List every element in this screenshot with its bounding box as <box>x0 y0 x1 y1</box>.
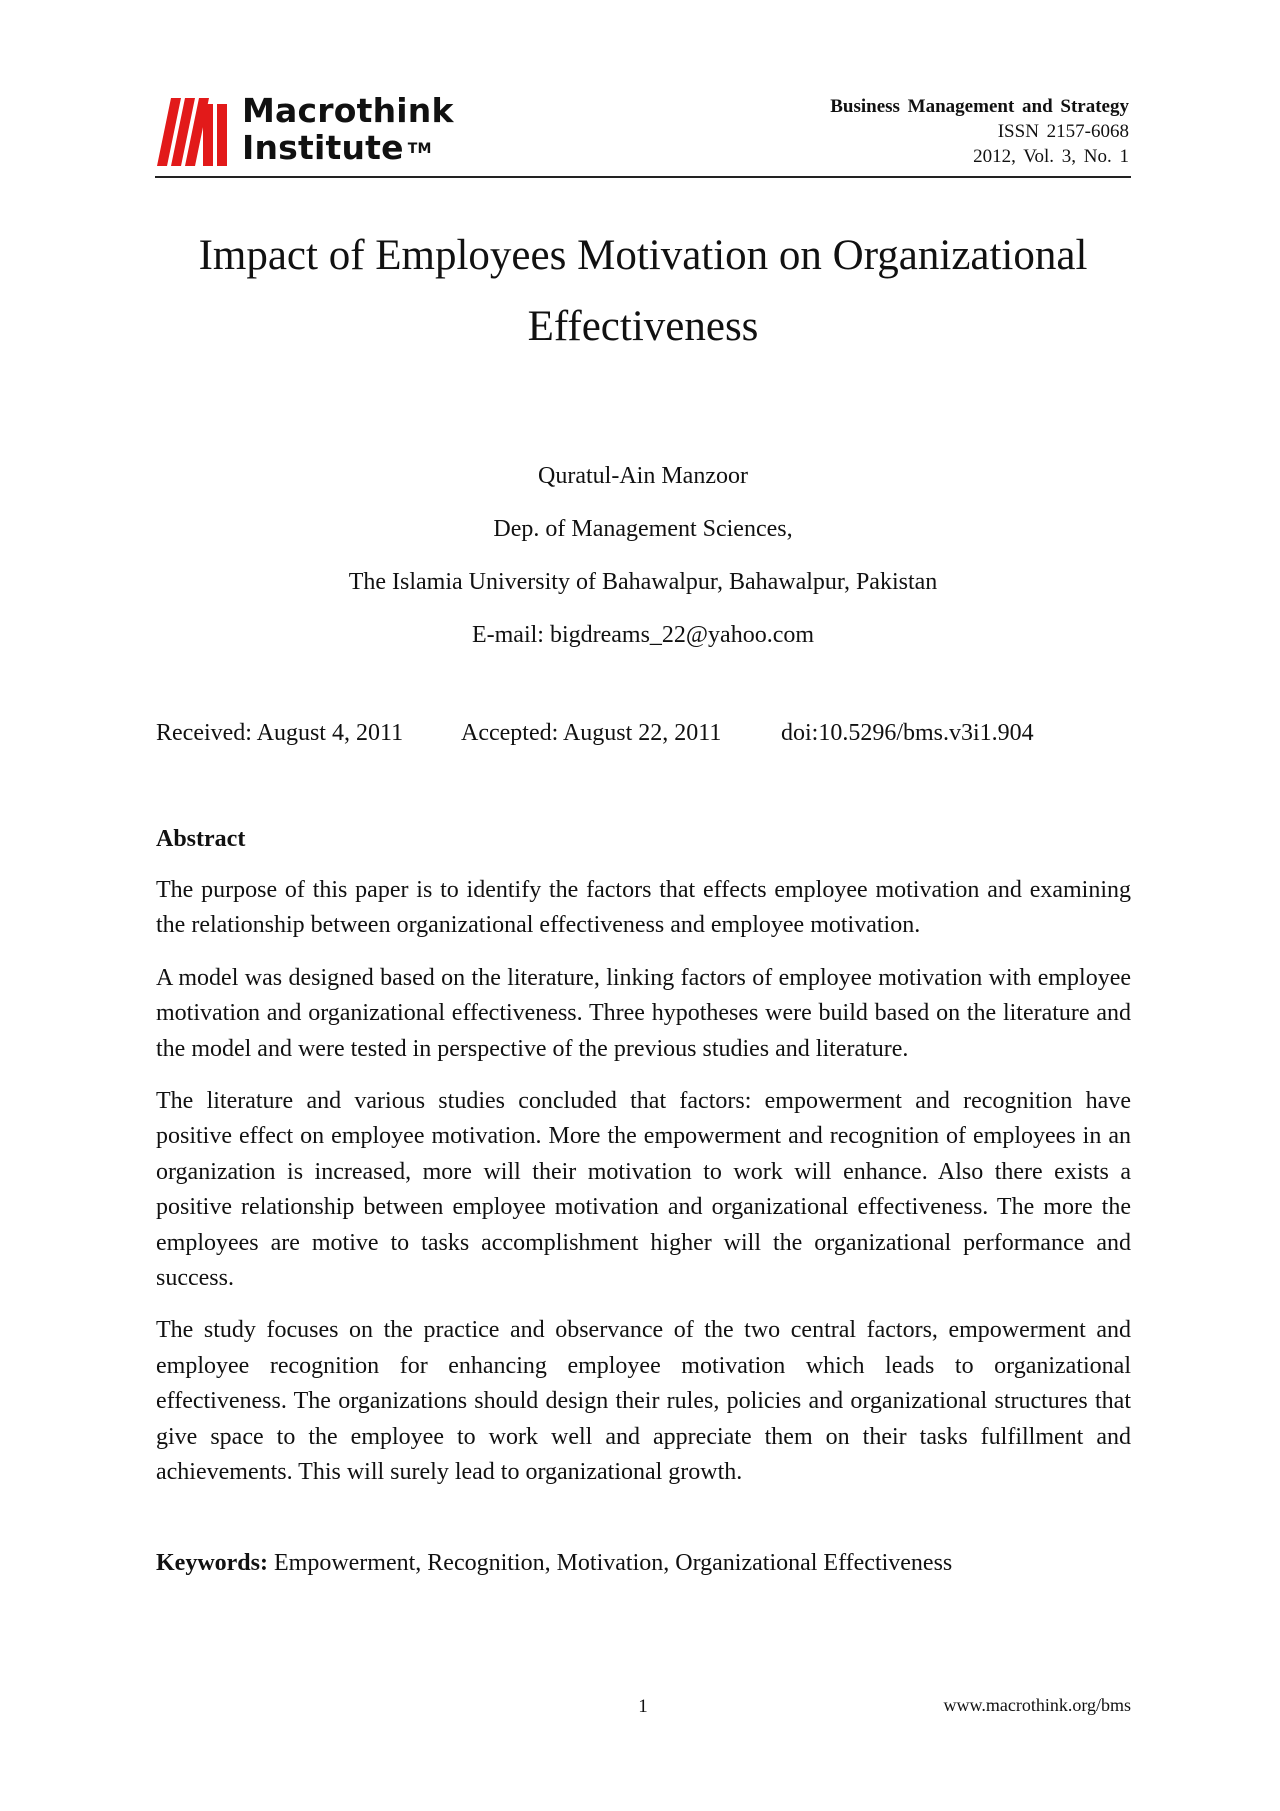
author-email: E-mail: bigdreams_22@yahoo.com <box>471 622 815 648</box>
journal-info <box>830 94 1129 169</box>
abstract-paragraph: The study focuses on the practice and observance of the two central factors, empowerment and employee recognition for enhancing employee motivation which leads to organizational effectiveness. The organizations should design their rules, policies and organizational structures that give space to the employee to work well and appreciate them on their tasks fulfillment and achievements. This will surely lead to organizational growth. <box>156 1317 1131 1486</box>
received-date: Received: August 4, 2011 <box>156 720 404 746</box>
logo-line-2 <box>242 129 454 166</box>
journal-name: Business Management and Strategy <box>830 96 1129 117</box>
paper-title-line-2: Effectiveness <box>527 303 759 350</box>
keywords <box>156 1546 1131 1580</box>
logo-trademark: TM <box>407 141 432 157</box>
macrothink-logo <box>157 92 487 168</box>
logo-wordmark <box>242 92 454 166</box>
accepted-date: Accepted: August 22, 2011 <box>461 720 722 746</box>
abstract-paragraph: A model was designed based on the literature, linking factors of employee motivation with employee motivation and organizational effectiveness. Three hypotheses were build based on the literature and the model and were tested in perspective of the previous studies and literature. <box>156 964 1131 1062</box>
page-number: 1 <box>638 1696 648 1717</box>
footer-url[interactable]: www.macrothink.org/bms <box>943 1695 1131 1715</box>
journal-issn: ISSN 2157-6068 <box>997 121 1129 142</box>
page-header <box>155 88 1131 178</box>
publication-dates <box>156 716 1034 750</box>
macrothink-logo-mark-icon <box>157 98 237 166</box>
abstract-paragraph: The purpose of this paper is to identify the factors that effects employee motivation and examining the relationship between organizational effectiveness and employee motivation. <box>156 877 1131 939</box>
doi-link[interactable]: doi:10.5296/bms.v3i1.904 <box>781 720 1034 746</box>
abstract-heading: Abstract <box>156 826 246 852</box>
logo-line-2-text: Institute <box>242 128 404 167</box>
author-university: The Islamia University of Bahawalpur, Bahawalpur, Pakistan <box>348 569 938 595</box>
logo-line-1: Macrothink <box>242 91 454 130</box>
keywords-value: Empowerment, Recognition, Motivation, Organizational Effectiveness <box>267 1550 953 1576</box>
abstract-paragraph: The literature and various studies concluded that factors: empowerment and recognition have positive effect on employee motivation. More the empowerment and recognition of employees in an organization is increased, more will their motivation to work will enhance. Also there exists a positive relationship between employee motivation and organizational effectiveness. The more the employees are motive to tasks accomplishment higher will the organizational performance and success. <box>156 1088 1131 1292</box>
abstract-body <box>156 873 1131 1508</box>
author-block <box>155 450 1131 662</box>
paper-title-line-1: Impact of Employees Motivation on Organizational <box>198 232 1088 279</box>
journal-volume: 2012, Vol. 3, No. 1 <box>973 146 1129 167</box>
author-department: Dep. of Management Sciences, <box>493 516 793 542</box>
paper-title <box>155 220 1131 362</box>
author-name: Quratul-Ain Manzoor <box>538 463 748 489</box>
keywords-label: Keywords: <box>156 1550 268 1576</box>
